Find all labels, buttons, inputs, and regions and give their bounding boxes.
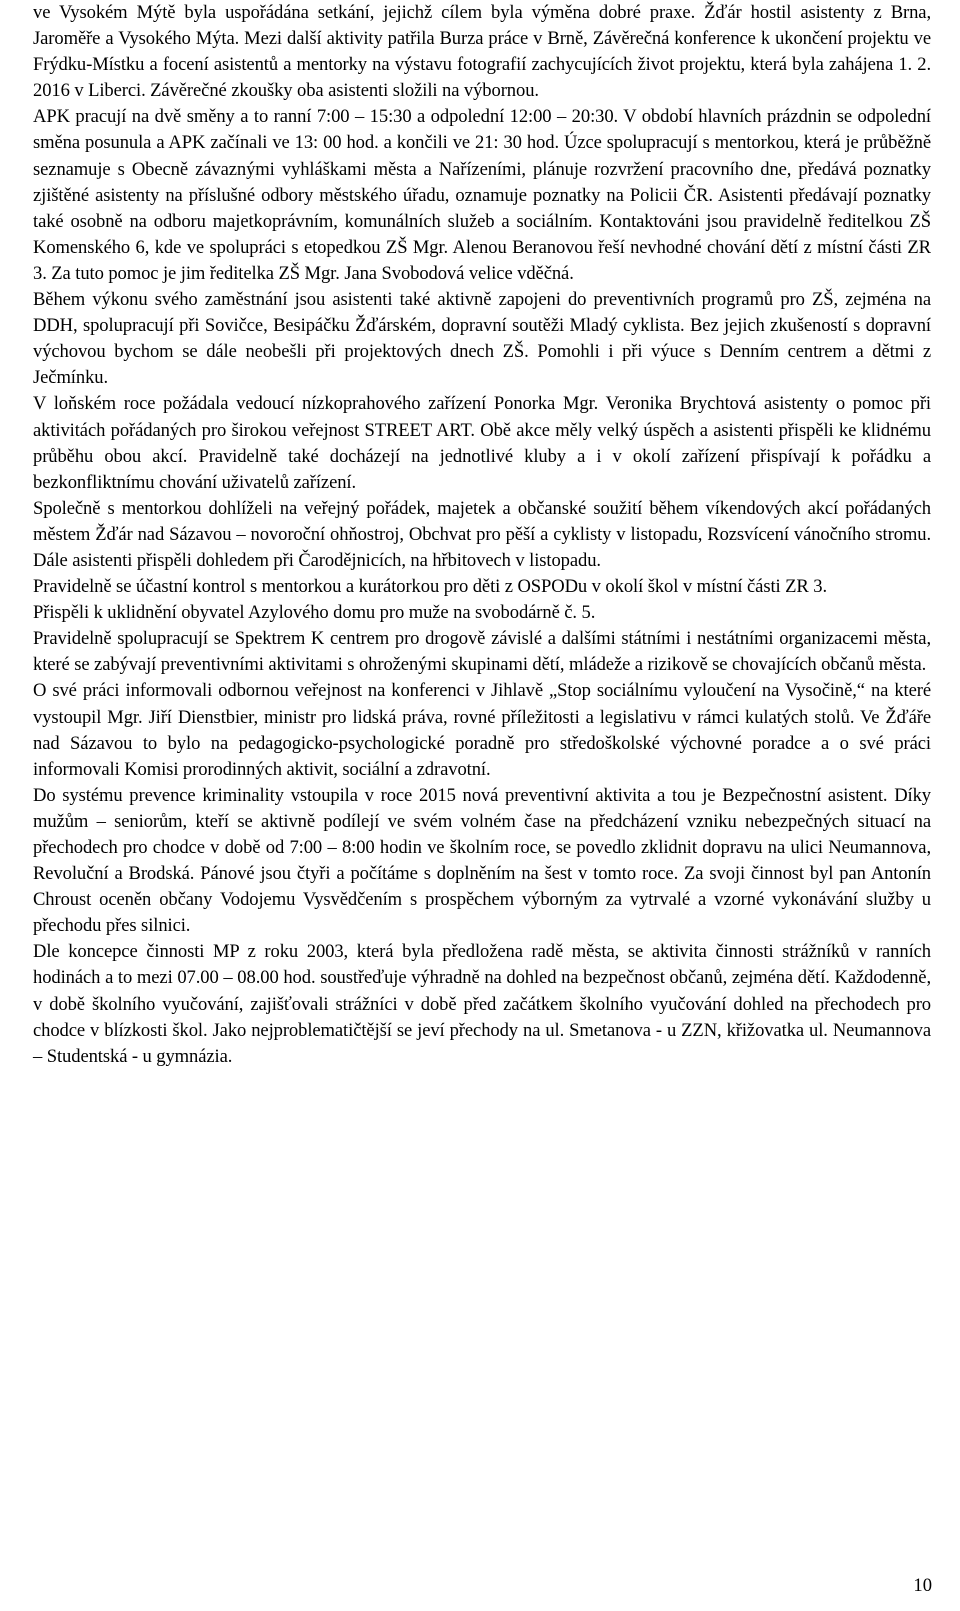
- page-number: 10: [913, 1575, 932, 1596]
- paragraph-apk-shifts: APK pracují na dvě směny a to ranní 7:00 – 15:30 a odpolední 12:00 – 20:30. V období hlavních prázdnin se odpolední směna posunula a APK začínali ve 13: 00 hod. a končili ve 21: 30 hod. Úzce spolupracují s mentorkou, která je průběžně seznamuje s Obecně závaznými vyhláškami města a Nařízeními, plánuje rozvržení pracovního dne, předává poznatky zjištěné asistenty na příslušné odbory městského úřadu, oznamuje poznatky na Policii ČR. Asistenti předávají poznatky také osobně na odboru majetkoprávním, komunálních služeb a sociálním. Kontaktováni jsou pravidelně ředitelkou ZŠ Komenského 6, kde ve spolupráci s etopedkou ZŠ Mgr. Alenou Beranovou řeší nevhodné chování dětí z místní části ZR 3. Za tuto pomoc je jim ředitelka ZŠ Mgr. Jana Svobodová velice vděčná.: [33, 106, 931, 284]
- paragraph-asylum-house: Přispěli k uklidnění obyvatel Azylového domu pro muže na svobodárně č. 5.: [33, 602, 596, 624]
- paragraph-weekend-events: Společně s mentorkou dohlíželi na veřejný pořádek, majetek a občanské soužití během víkendových akcí pořádaných městem Žďár nad Sázavou – novoroční ohňostroj, Obchvat pro pěší a cyklisty v listopadu, Rozsvícení vánočního stromu. Dále asistenti přispěli dohledem při Čarodějnicích, na hřbitovech v listopadu.: [33, 497, 931, 571]
- paragraph-exchange-visits: ve Vysokém Mýtě byla uspořádána setkání, jejichž cílem byla výměna dobré praxe. Žďár hostil asistenty z Brna, Jaroměře a Vysokého Mýta. Mezi další aktivity patřila Burza práce v Brně, Závěrečná konference k ukončení projektu ve Frýdku-Místku a focení asistentů a mentorky na výstavu fotografií zachycujících život projektu, která byla zahájena 1. 2. 2016 v Liberci. Závěrečné zkoušky oba asistenti složili na výbornou.: [33, 2, 931, 102]
- paragraph-mp-concept: Dle koncepce činnosti MP z roku 2003, která byla předložena radě města, se aktivita činnosti strážníků v ranních hodinách a to mezi 07.00 – 08.00 hod. soustřeďuje výhradně na dohled na bezpečnost občanů, zejména dětí. Každodenně, v době školního vyučování, zajišťovali strážníci v době před začátkem školního vyučování dohled na přechodech pro chodce v blízkosti škol. Jako nejproblematičtější se jeví přechody na ul. Smetanova - u ZZN, křižovatka ul. Neumannova – Studentská - u gymnázia.: [33, 941, 931, 1067]
- paragraph-ospod-controls: Pravidelně se účastní kontrol s mentorkou a kurátorkou pro děti z OSPODu v okolí škol v místní části ZR 3.: [33, 576, 827, 598]
- paragraph-ponorka-street-art: V loňském roce požádala vedoucí nízkoprahového zařízení Ponorka Mgr. Veronika Brychtová asistenty o pomoc při aktivitách pořádaných pro širokou veřejnost STREET ART. Obě akce měly velký úspěch a asistenti přispěli ke klidnému průběhu obou akcí. Pravidelně také docházejí na jednotlivé kluby a i v okolí zařízení přispívají k pořádku a bezkonfliktnímu chování uživatelů zařízení.: [33, 393, 931, 493]
- paragraph-conference: O své práci informovali odbornou veřejnost na konferenci v Jihlavě „Stop sociálnímu vyloučení na Vysočině,“ na které vystoupil Mgr. Jiří Dienstbier, ministr pro lidská práva, rovné příležitosti a legislativu v rámci kulatých stolů. Ve Žďáře nad Sázavou to bylo na pedagogicko-psychologické poradně pro středoškolské výchovné poradce a o své práci informovali Komisi prorodinných aktivit, sociální a zdravotní.: [33, 680, 931, 780]
- document-page: [33, 0, 931, 1070]
- paragraph-spektrum-cooperation: Pravidelně spolupracují se Spektrem K centrem pro drogově závislé a dalšími státními i nestátními organizacemi města, které se zabývají preventivními aktivitami s ohroženými skupinami dětí, mládeže a rizikově se chovajících občanů města.: [33, 628, 931, 676]
- paragraph-safety-assistant: Do systému prevence kriminality vstoupila v roce 2015 nová preventivní aktivita a tou je Bezpečnostní asistent. Díky mužům – seniorům, kteří se aktivně podílejí ve svém volném čase na předcházení vzniku nebezpečných situací na přechodech pro chodce v době od 7:00 – 8:00 hodin ve školním roce, se povedlo zklidnit dopravu na ulici Neumannova, Revoluční a Brodská. Pánové jsou čtyři a počítáme s doplněním na šest v tomto roce. Za svoji činnost byl pan Antonín Chroust oceněn občany Vodojemu Vysvědčením s prospěchem výborným za vytrvalé a vzorné vykonávání služby u přechodu přes silnici.: [33, 784, 931, 937]
- paragraph-preventive-programs: Během výkonu svého zaměstnání jsou asistenti také aktivně zapojeni do preventivních programů pro ZŠ, zejména na DDH, spolupracují při Sovičce, Besipáčku Žďárském, dopravní soutěži Mladý cyklista. Bez jejich zkušeností s dopravní výchovou bychom se dále neobešli při projektových dnech ZŠ. Pomohli i při výuce s Denním centrem a dětmi z Ječmínku.: [33, 289, 931, 389]
